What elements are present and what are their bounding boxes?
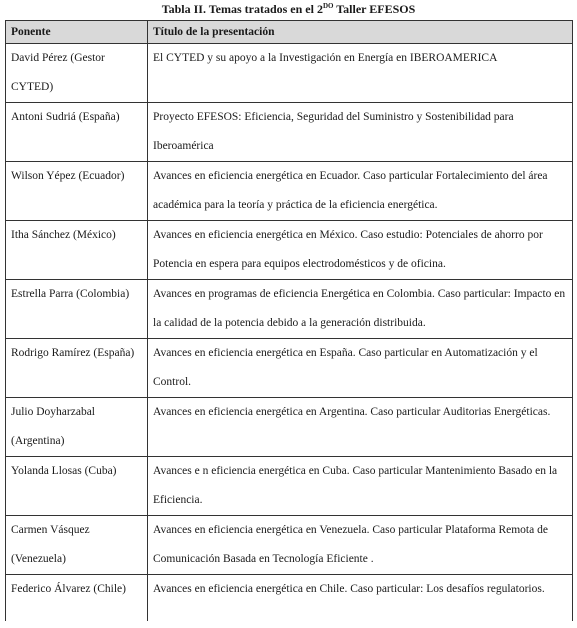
- cell-titulo: Avances en eficiencia energética en España. Caso particular en Automatización y el Control.: [148, 339, 573, 398]
- table-row: [6, 575, 573, 622]
- cell-ponente: Antoni Sudriá (España): [6, 103, 148, 162]
- cell-ponente: Itha Sánchez (México): [6, 221, 148, 280]
- caption-prefix: Tabla II. Temas tratados en el 2: [161, 2, 323, 16]
- cell-ponente: Yolanda Llosas (Cuba): [6, 457, 148, 516]
- cell-titulo: Avances en eficiencia energética en Ecuador. Caso particular Fortalecimiento del área académica para la teoría y práctica de la eficiencia energética.: [148, 162, 573, 221]
- cell-titulo: Avances e n eficiencia energética en Cuba. Caso particular Mantenimiento Basado en la Eficiencia.: [148, 457, 573, 516]
- table-row: [6, 398, 573, 457]
- caption-suffix: Taller EFESOS: [333, 2, 416, 16]
- table-row: [6, 162, 573, 221]
- cell-ponente: Federico Álvarez (Chile): [6, 575, 148, 622]
- cell-titulo: Avances en eficiencia energética en Venezuela. Caso particular Plataforma Remota de Comunicación Basada en Tecnología Eficiente .: [148, 516, 573, 575]
- table-row: [6, 221, 573, 280]
- table-row: [6, 516, 573, 575]
- table-row: [6, 280, 573, 339]
- cell-ponente: Wilson Yépez (Ecuador): [6, 162, 148, 221]
- cell-titulo: Proyecto EFESOS: Eficiencia, Seguridad del Suministro y Sostenibilidad para Iberoamérica: [148, 103, 573, 162]
- table-row: [6, 457, 573, 516]
- cell-ponente: Carmen Vásquez (Venezuela): [6, 516, 148, 575]
- table-row: [6, 44, 573, 103]
- themes-table: [5, 20, 573, 621]
- cell-ponente: David Pérez (Gestor CYTED): [6, 44, 148, 103]
- caption-superscript: DO: [322, 2, 334, 10]
- table-header-row: [6, 21, 573, 44]
- cell-titulo: Avances en eficiencia energética en Argentina. Caso particular Auditorias Energéticas.: [148, 398, 573, 457]
- cell-titulo: El CYTED y su apoyo a la Investigación en Energía en IBEROAMERICA: [148, 44, 573, 103]
- cell-titulo: Avances en eficiencia energética en México. Caso estudio: Potenciales de ahorro por Potencia en espera para equipos electrodomésticos y de oficina.: [148, 221, 573, 280]
- cell-ponente: Estrella Parra (Colombia): [6, 280, 148, 339]
- header-ponente: Ponente: [6, 21, 148, 44]
- cell-ponente: Rodrigo Ramírez (España): [6, 339, 148, 398]
- cell-titulo: Avances en programas de eficiencia Energética en Colombia. Caso particular: Impacto en la calidad de la potencia debido a la generación distribuida.: [148, 280, 573, 339]
- table-caption: [0, 0, 577, 20]
- table-row: [6, 103, 573, 162]
- header-titulo: Título de la presentación: [148, 21, 573, 44]
- cell-titulo: Avances en eficiencia energética en Chile. Caso particular: Los desafíos regulatorios.: [148, 575, 573, 622]
- table-row: [6, 339, 573, 398]
- cell-ponente: Julio Doyharzabal (Argentina): [6, 398, 148, 457]
